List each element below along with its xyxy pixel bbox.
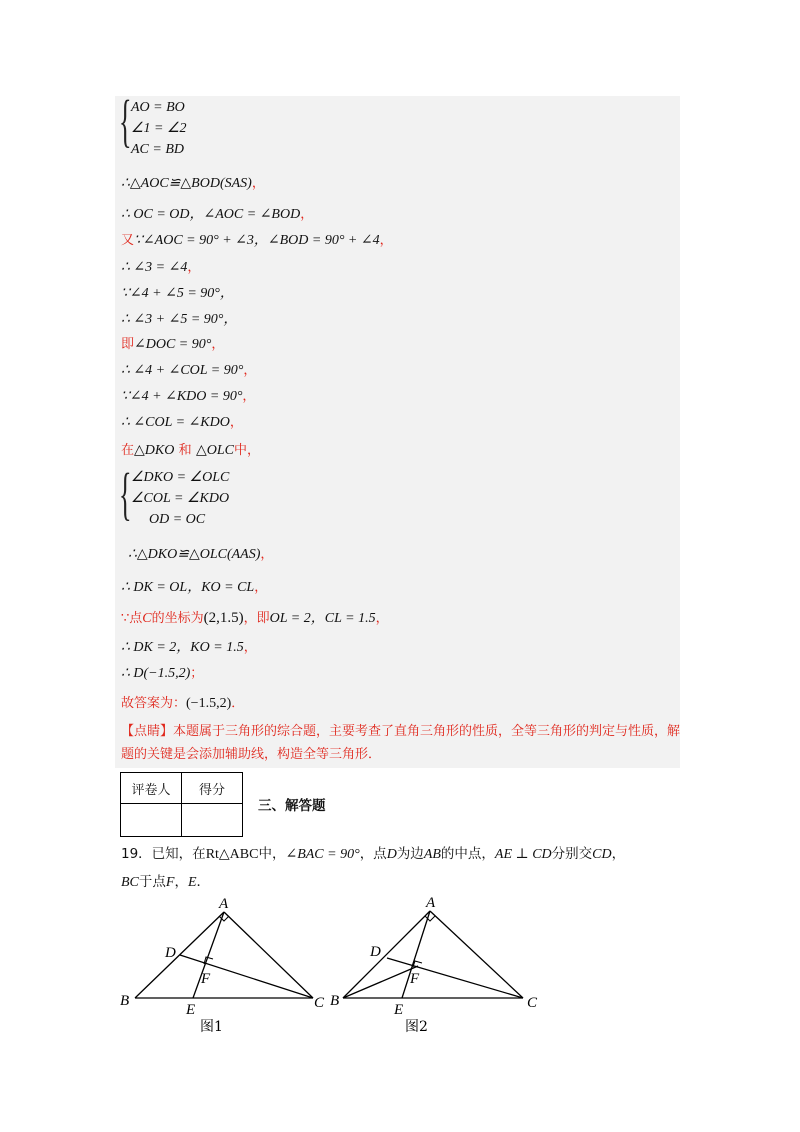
table-header-grader: 评卷人 — [121, 773, 182, 804]
punct: ， — [379, 233, 393, 248]
math: △OLC — [195, 443, 234, 458]
punct: ， — [375, 611, 389, 626]
label-B: B — [120, 993, 130, 1009]
label-D: D — [165, 945, 176, 961]
punct: ； — [190, 666, 204, 681]
punct: ， — [187, 260, 201, 275]
text: 中， — [233, 443, 260, 458]
text: ，点 — [359, 846, 387, 862]
punct: ， — [300, 207, 314, 222]
text: 中， — [258, 846, 286, 862]
equation: ∠DKO = ∠OLC — [131, 470, 230, 485]
text: ∵点 — [121, 611, 143, 626]
label-D: D — [370, 944, 381, 960]
text: 又 — [121, 233, 135, 248]
label-B: B — [330, 993, 340, 1009]
label-C: C — [527, 995, 538, 1011]
text: ，即 — [243, 611, 270, 626]
math: ∴ DK = 2，KO = 1.5 — [121, 640, 244, 655]
equation: ∠COL = ∠KDO — [131, 491, 230, 506]
math: OL = 2，CL = 1.5 — [269, 611, 376, 626]
math: ∴ D(−1.5,2) — [121, 666, 191, 681]
text: 故答案为： — [121, 696, 187, 711]
segment-AB — [135, 912, 224, 998]
math: ∵∠4 + ∠KDO = 90° — [121, 389, 243, 404]
punct: ， — [254, 580, 268, 595]
punct: ， — [243, 363, 257, 378]
math: ∴ ∠COL = ∠KDO — [121, 415, 230, 430]
math: Rt△ABC — [205, 847, 259, 862]
text: 和 — [178, 443, 192, 458]
section-title: 三、解答题 — [258, 798, 326, 814]
label-C: C — [314, 995, 325, 1011]
math: ∴ DK = OL，KO = CL — [121, 580, 255, 595]
punct: ， — [243, 640, 257, 655]
figure-2-caption: 图2 — [405, 1019, 428, 1035]
math: AB — [423, 847, 441, 862]
punct: ． — [231, 696, 245, 711]
punct: ， — [260, 547, 274, 562]
math: △DKO — [134, 443, 175, 458]
comment-note: 【点睛】本题属于三角形的综合题，主要考查了直角三角形的性质，全等三角形的判定与性质，解题的关键是会添加辅助线，构造全等三角形． — [121, 724, 681, 762]
label-A: A — [219, 896, 229, 912]
label-E: E — [394, 1002, 404, 1018]
math: ∴ ∠3 + ∠5 = 90°， — [121, 312, 238, 327]
math: ∴ ∠3 = ∠4 — [121, 260, 188, 275]
figure-1 — [135, 912, 313, 998]
label-F: F — [410, 971, 420, 987]
punct: ， — [242, 389, 256, 404]
label-E: E — [186, 1002, 196, 1018]
equation: AC = BD — [131, 142, 184, 157]
text: 分别交 — [551, 846, 593, 862]
text: 于点 — [138, 874, 166, 890]
math: ∴△AOC≌△BOD(SAS) — [121, 176, 252, 191]
equation: AO = BO — [131, 100, 185, 115]
equation: ∠1 = ∠2 — [131, 121, 187, 136]
math: E — [187, 875, 197, 890]
math: AE ⊥ CD — [494, 847, 552, 862]
text: 即 — [121, 337, 135, 352]
table-header-score: 得分 — [182, 773, 243, 804]
math: D — [386, 847, 397, 862]
figure-1-caption: 图1 — [200, 1019, 223, 1035]
math: (−1.5,2) — [186, 696, 232, 711]
punct: ， — [251, 176, 265, 191]
text: 19．已知，在 — [121, 846, 206, 862]
math: F — [165, 875, 175, 890]
equation: OD = OC — [149, 512, 206, 527]
brace: { — [119, 461, 132, 526]
segment-CD — [180, 955, 313, 998]
math: ∠BAC = 90° — [285, 847, 360, 862]
segment-CD — [387, 958, 523, 998]
label-F: F — [201, 971, 211, 987]
label-A: A — [426, 895, 436, 911]
math: CD — [592, 847, 612, 862]
math: ∴ OC = OD，∠AOC = ∠BOD — [121, 207, 301, 222]
text: ， — [611, 846, 626, 862]
text: 的坐标为 — [151, 611, 204, 626]
math: ∵∠4 + ∠5 = 90°， — [121, 286, 234, 301]
punct: ， — [211, 337, 225, 352]
math: ∴△DKO≌△OLC(AAS) — [128, 547, 261, 562]
segment-AC — [224, 912, 313, 998]
text: 的中点， — [440, 846, 495, 862]
math: ∵∠AOC = 90° + ∠3，∠BOD = 90° + ∠4 — [134, 233, 380, 248]
text: 为边 — [396, 846, 424, 862]
math: BC — [121, 875, 139, 890]
text: ． — [196, 874, 211, 890]
math: ∠DOC = 90° — [134, 337, 212, 352]
math: C — [142, 611, 152, 626]
math: ∴ ∠4 + ∠COL = 90° — [121, 363, 244, 378]
math: (2,1.5) — [203, 610, 244, 626]
punct: ， — [229, 415, 243, 430]
brace: { — [119, 88, 132, 153]
text: ， — [174, 874, 188, 890]
text: 在 — [121, 443, 135, 458]
